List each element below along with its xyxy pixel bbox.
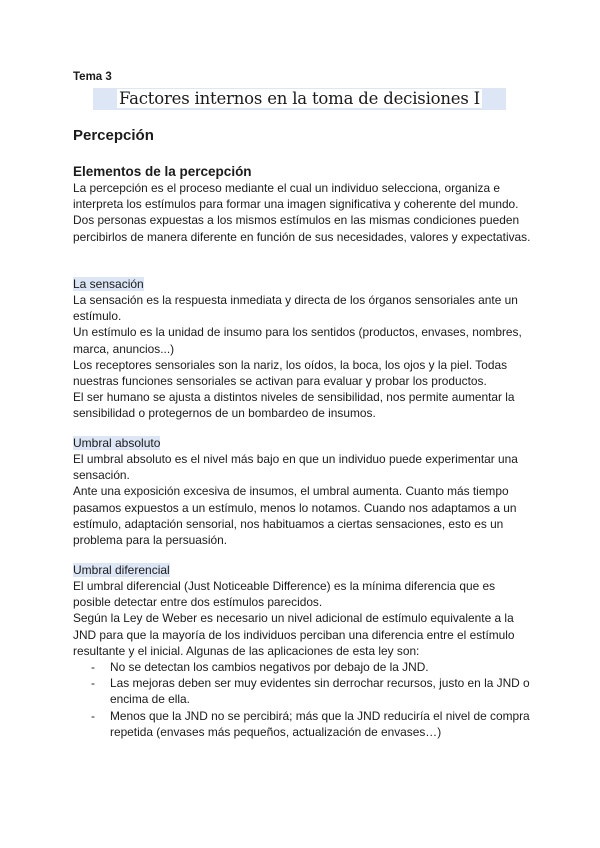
list-item: - Las mejoras deben ser muy evidentes sin derrochar recursos, justo en la JND o encima de ella.: [88, 675, 533, 707]
section-heading: Percepción: [73, 127, 154, 144]
paragraph: La sensación es la respuesta inmediata y directa de los órganos sensoriales ante un estímulo.: [73, 293, 518, 324]
umbral-absoluto-text: [73, 451, 533, 548]
sensacion-text: [73, 292, 533, 422]
list-item: - No se detectan los cambios negativos por debajo de la JND.: [88, 659, 533, 675]
umbral-absoluto-label: Umbral absoluto: [73, 436, 161, 450]
paragraph: Dos personas expuestas a los mismos estímulos en las mismas condiciones pueden percibirlos de manera diferente en función de sus necesidades, valores y expectativas.: [73, 213, 531, 244]
page-title-text: Factores internos en la toma de decisiones I: [119, 89, 480, 108]
paragraph: Un estímulo es la unidad de insumo para los sentidos (productos, envases, nombres, marca, anuncios...): [73, 325, 522, 356]
paragraph: El umbral absoluto es el nivel más bajo en que un individuo puede experimentar una sensación.: [73, 452, 518, 483]
applications-list: [88, 659, 533, 740]
paragraph: Los receptores sensoriales son la nariz, los oídos, la boca, los ojos y la piel. Todas nuestras funciones sensoriales se activan para evaluar y probar los productos.: [73, 357, 508, 389]
umbral-diferencial-text: [73, 578, 533, 659]
umbral-diferencial-label: Umbral diferencial: [73, 563, 170, 577]
list-item: - Menos que la JND no se percibirá; más que la JND reduciría el nivel de compra repetida (envases más pequeños, actualización de envases…): [88, 708, 533, 740]
paragraph: El ser humano se ajusta a distintos niveles de sensibilidad, nos permite aumentar la sensibilidad o protegernos de un bombardeo de insumos.: [73, 390, 515, 421]
subsection-heading: Elementos de la percepción: [73, 164, 252, 179]
paragraph: Según la Ley de Weber es necesario un nivel adicional de estímulo equivalente a la JND para que la mayoría de los individuos perciban una diferencia entre el estímulo resultante y el inicial. Algunas de las aplicaciones de esta ley son:: [73, 611, 515, 658]
sensacion-label: La sensación: [73, 277, 144, 291]
intro-text: [73, 180, 533, 245]
topic-label: Tema 3: [73, 71, 112, 83]
page-title: [93, 88, 506, 110]
paragraph: El umbral diferencial (Just Noticeable Difference) es la mínima diferencia que es posible detectar entre dos estímulos parecidos.: [73, 579, 496, 610]
paragraph: Ante una exposición excesiva de insumos, el umbral aumenta. Cuanto más tiempo pasamos expuestos a un estímulo, menos lo notamos. Cuando nos adaptamos a un estímulo, adaptación sensorial, nos habituamos a ciertas sensaciones, esto es un problema para la persuasión.: [73, 484, 517, 548]
paragraph: La percepción es el proceso mediante el cual un individuo selecciona, organiza e interpreta los estímulos para formar una imagen significativa y coherente del mundo.: [73, 181, 519, 212]
